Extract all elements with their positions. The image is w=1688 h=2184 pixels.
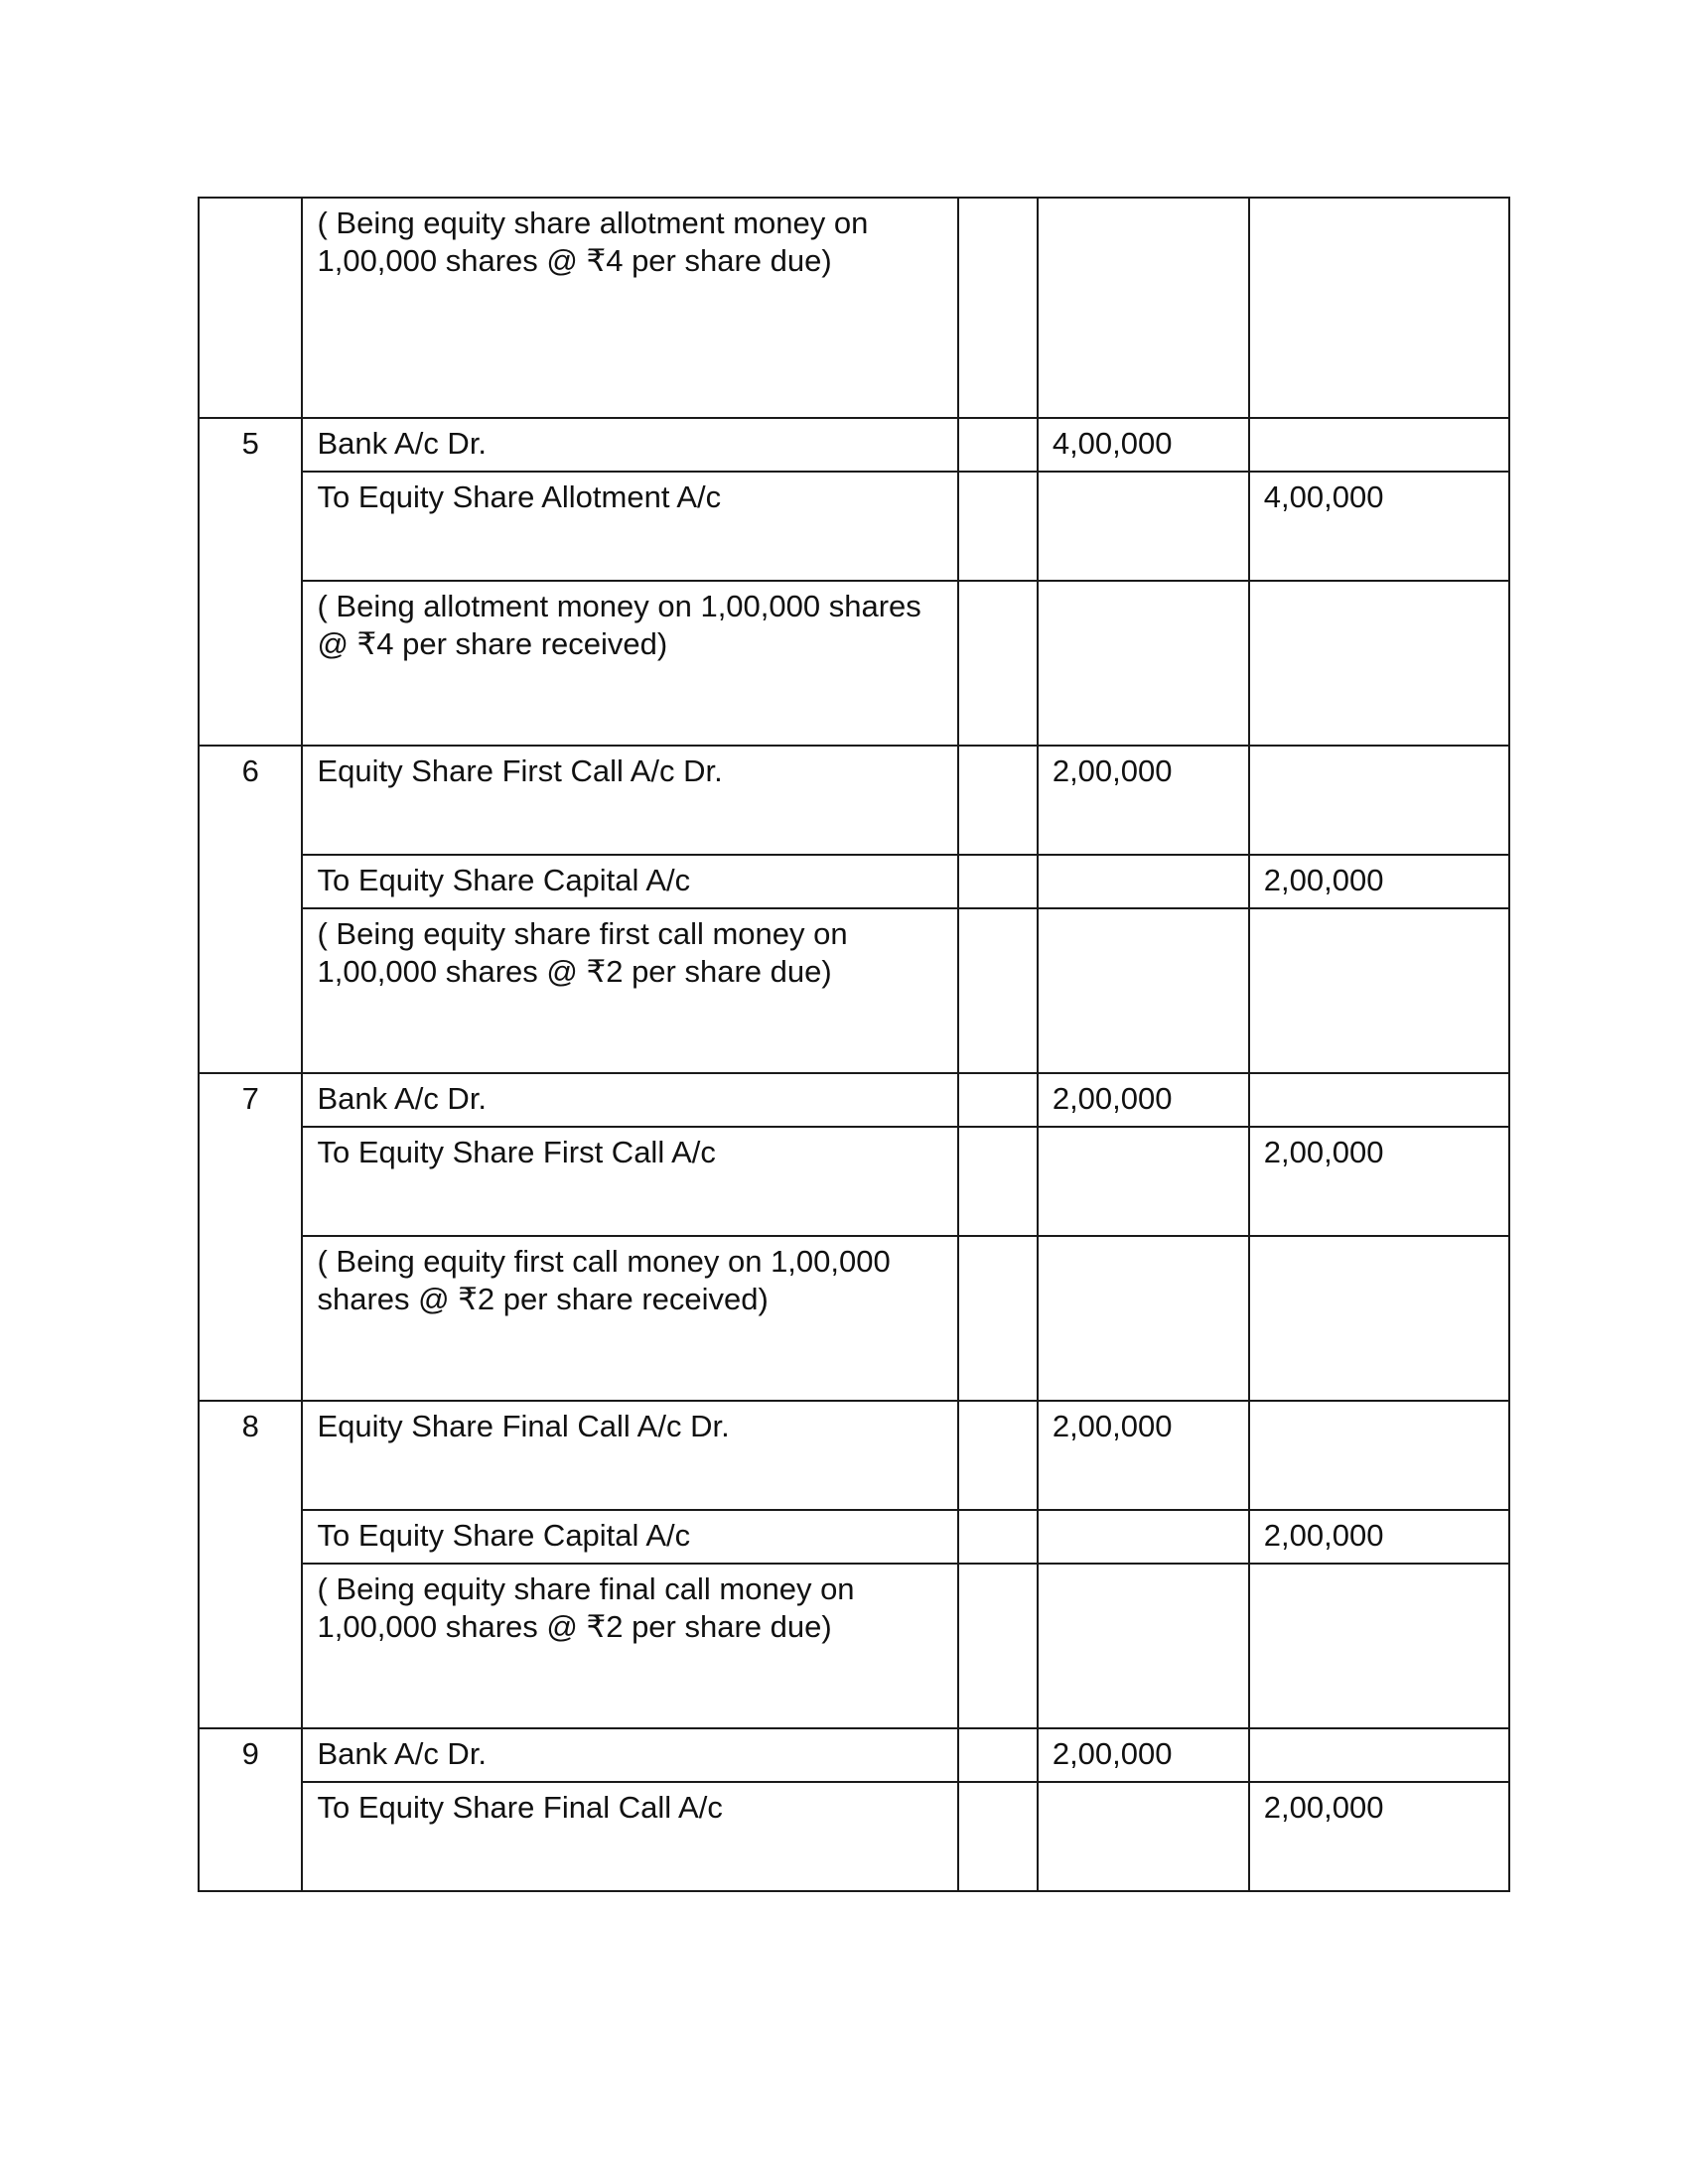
credit-amount-cell: 2,00,000 (1249, 1127, 1509, 1236)
lf-cell (958, 1401, 1037, 1510)
credit-amount-cell (1249, 581, 1509, 746)
credit-amount-cell: 2,00,000 (1249, 1782, 1509, 1891)
lf-cell (958, 1073, 1037, 1127)
lf-cell (958, 1564, 1037, 1728)
lf-cell (958, 1782, 1037, 1891)
lf-cell (958, 746, 1037, 855)
credit-amount-cell (1249, 746, 1509, 855)
particulars-cell: Bank A/c Dr. (302, 1728, 958, 1782)
debit-amount-cell (1038, 1510, 1249, 1564)
journal-row (199, 198, 1509, 418)
lf-cell (958, 472, 1037, 581)
credit-amount-cell (1249, 1073, 1509, 1127)
credit-amount-cell (1249, 1236, 1509, 1401)
debit-amount-cell (1038, 198, 1249, 418)
lf-cell (958, 1728, 1037, 1782)
credit-amount-cell (1249, 198, 1509, 418)
particulars-cell: To Equity Share Capital A/c (302, 855, 958, 908)
particulars-cell: To Equity Share Allotment A/c (302, 472, 958, 581)
lf-cell (958, 1236, 1037, 1401)
credit-amount-cell: 4,00,000 (1249, 472, 1509, 581)
debit-amount-cell (1038, 581, 1249, 746)
journal-row (199, 1782, 1509, 1891)
entry-number: 9 (199, 1728, 302, 1891)
debit-amount-cell: 2,00,000 (1038, 1073, 1249, 1127)
particulars-cell: Bank A/c Dr. (302, 418, 958, 472)
particulars-cell: Bank A/c Dr. (302, 1073, 958, 1127)
journal-table (198, 197, 1510, 1892)
particulars-cell: Equity Share Final Call A/c Dr. (302, 1401, 958, 1510)
journal-row (199, 1401, 1509, 1510)
credit-amount-cell: 2,00,000 (1249, 855, 1509, 908)
particulars-cell: ( Being equity share allotment money on 1,00,000 shares @ ₹4 per share due) (302, 198, 958, 418)
debit-amount-cell (1038, 1236, 1249, 1401)
journal-row (199, 855, 1509, 908)
lf-cell (958, 1127, 1037, 1236)
particulars-cell: To Equity Share Capital A/c (302, 1510, 958, 1564)
debit-amount-cell: 4,00,000 (1038, 418, 1249, 472)
journal-row (199, 1127, 1509, 1236)
journal-body (199, 198, 1509, 1891)
particulars-cell: ( Being allotment money on 1,00,000 shares @ ₹4 per share received) (302, 581, 958, 746)
journal-row (199, 418, 1509, 472)
particulars-cell: ( Being equity first call money on 1,00,000 shares @ ₹2 per share received) (302, 1236, 958, 1401)
journal-row (199, 472, 1509, 581)
entry-number: 8 (199, 1401, 302, 1728)
entry-number: 6 (199, 746, 302, 1073)
credit-amount-cell (1249, 1564, 1509, 1728)
credit-amount-cell (1249, 1401, 1509, 1510)
lf-cell (958, 581, 1037, 746)
particulars-cell: To Equity Share First Call A/c (302, 1127, 958, 1236)
lf-cell (958, 198, 1037, 418)
journal-row (199, 1510, 1509, 1564)
credit-amount-cell (1249, 908, 1509, 1073)
debit-amount-cell: 2,00,000 (1038, 1728, 1249, 1782)
lf-cell (958, 855, 1037, 908)
debit-amount-cell: 2,00,000 (1038, 746, 1249, 855)
credit-amount-cell (1249, 1728, 1509, 1782)
particulars-cell: ( Being equity share final call money on 1,00,000 shares @ ₹2 per share due) (302, 1564, 958, 1728)
journal-row (199, 581, 1509, 746)
credit-amount-cell (1249, 418, 1509, 472)
entry-number: 5 (199, 418, 302, 746)
debit-amount-cell (1038, 908, 1249, 1073)
particulars-cell: Equity Share First Call A/c Dr. (302, 746, 958, 855)
debit-amount-cell (1038, 1564, 1249, 1728)
credit-amount-cell: 2,00,000 (1249, 1510, 1509, 1564)
journal-row (199, 1236, 1509, 1401)
lf-cell (958, 418, 1037, 472)
journal-row (199, 1073, 1509, 1127)
entry-number (199, 198, 302, 418)
lf-cell (958, 908, 1037, 1073)
journal-row (199, 1728, 1509, 1782)
journal-row (199, 746, 1509, 855)
debit-amount-cell (1038, 855, 1249, 908)
particulars-cell: ( Being equity share first call money on 1,00,000 shares @ ₹2 per share due) (302, 908, 958, 1073)
lf-cell (958, 1510, 1037, 1564)
debit-amount-cell: 2,00,000 (1038, 1401, 1249, 1510)
debit-amount-cell (1038, 472, 1249, 581)
entry-number: 7 (199, 1073, 302, 1401)
debit-amount-cell (1038, 1127, 1249, 1236)
particulars-cell: To Equity Share Final Call A/c (302, 1782, 958, 1891)
journal-row (199, 908, 1509, 1073)
debit-amount-cell (1038, 1782, 1249, 1891)
journal-row (199, 1564, 1509, 1728)
